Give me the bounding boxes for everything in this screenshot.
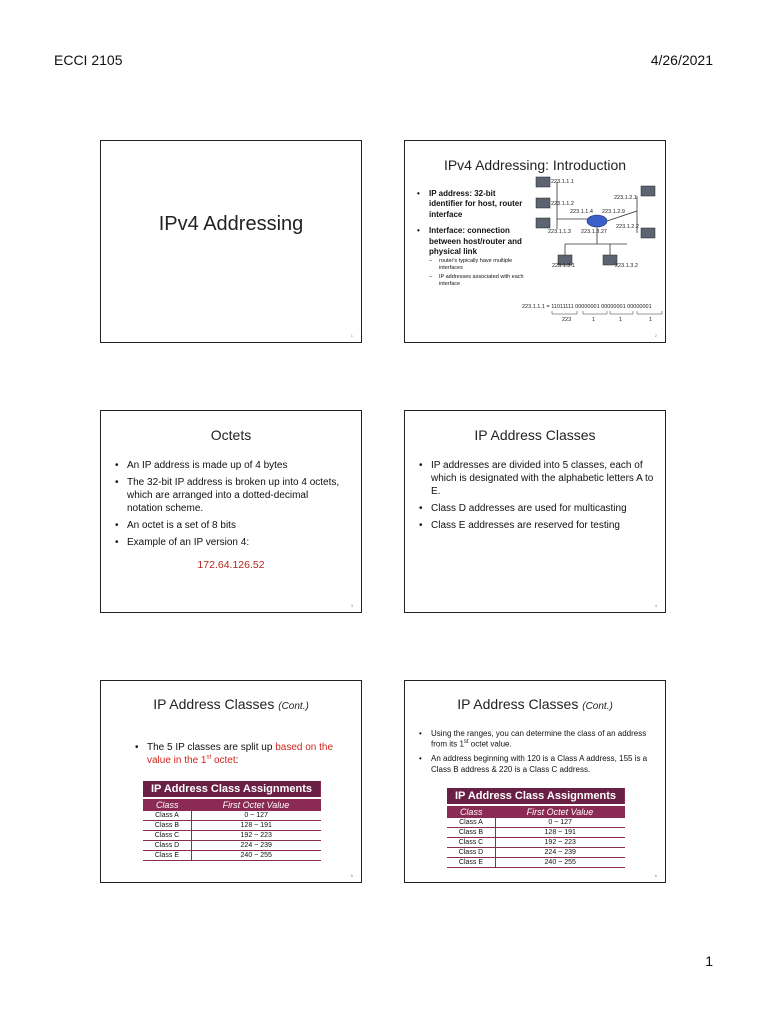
slide-number: 4 [654,603,657,608]
slide-number: 5 [350,873,353,878]
bullet-list [419,729,655,779]
table-row [447,828,625,838]
course-code: ECCI 2105 [54,52,123,68]
octet-bracket [637,311,662,314]
ip-label: 223.1.2.1 [614,195,637,201]
slide-number: 1 [350,333,353,338]
ip-label: 223.1.3.1 [552,263,575,269]
table-row [143,831,321,841]
slide-3 [100,410,362,613]
table-cell: 224 ~ 239 [191,841,320,851]
table-row [143,851,321,861]
ip-label: 223.1.1.4 [570,209,593,215]
table-cell: Class C [143,831,191,841]
table-caption: IP Address Class Assignments [447,788,625,805]
table-row [143,821,321,831]
table-cell: 192 ~ 223 [191,831,320,841]
example-ip: 172.64.126.52 [197,559,265,571]
table-cell: 240 ~ 255 [191,851,320,861]
table-row [143,811,321,821]
bullet-text: Using the ranges, you can determine the class of an address from its 1 [431,729,647,750]
host-icon [536,177,550,187]
table-row [143,841,321,851]
table-row [447,848,625,858]
slide-title [405,696,665,712]
class-assignment-table [447,788,625,868]
class-assignment-table [143,781,321,861]
slide-number: 6 [654,873,657,878]
table-cell: Class B [447,828,495,838]
slide-title-suffix: (Cont.) [278,701,309,712]
table-cell: Class D [143,841,191,851]
bullet-highlight: octet [211,755,236,766]
bullet-text: The 5 IP classes are split up [147,742,276,753]
table-cell: 0 ~ 127 [495,818,624,828]
ip-label: 223.1.1.3 [548,229,571,235]
slide-title: IP Address Classes [474,427,596,443]
column-header: First Octet Value [495,805,624,818]
binary-address: 223.1.1.1 = 11011111 00000001 00000001 00000001 [522,304,652,310]
table-cell: Class B [143,821,191,831]
slide-title [101,696,361,712]
column-header: Class [143,798,191,811]
table-cell: 192 ~ 223 [495,838,624,848]
host-icon [536,198,550,208]
bullet-text: : [235,755,239,766]
superscript: st [463,739,469,746]
host-icon [641,228,655,238]
bullet-item: • An octet is a set of 8 bits [115,519,345,532]
table-cell: Class C [447,838,495,848]
bullet-item: • IP addresses are divided into 5 classes, each of which is designated with the alphabetic letters A to E. [419,459,655,498]
bullet-item: • IP address: 32-bit identifier for host, router interface [417,189,527,220]
ip-label: 223.1.1.1 [551,179,574,185]
slide-title: IPv4 Addressing [158,213,304,235]
table-cell: 224 ~ 239 [495,848,624,858]
superscript: st [206,754,212,761]
octet-value: 1 [619,317,623,323]
slide-4 [404,410,666,613]
host-icon [641,186,655,196]
bullet-list [115,459,345,553]
table-cell: 128 ~ 191 [191,821,320,831]
bullet-item: • An address beginning with 120 is a Class A address, 155 is a Class B address & 220 is a Class C address. [419,754,655,775]
handout-date: 4/26/2021 [650,52,713,68]
octet-value: 1 [649,317,653,323]
bullet-item: • Class E addresses are reserved for testing [419,519,655,532]
bullet-item: • Example of an IP version 4: [115,536,345,549]
slide-6 [404,680,666,883]
ip-label: 223.1.2.2 [616,224,639,230]
slide-title-text: IP Address Classes [153,696,275,712]
router-icon [587,215,607,227]
ip-label: 223.1.1.2 [551,201,574,207]
bullet-item: • An IP address is made up of 4 bytes [115,459,345,472]
bullet-item: • The 32-bit IP address is broken up into 4 octets, which are arranged into a dotted-decimal notation scheme. [115,476,345,515]
table-cell: 240 ~ 255 [495,858,624,868]
bullet-list [135,741,355,771]
sub-bullet-item: – router's typically have multiple interfaces [429,258,527,272]
table-cell: Class E [143,851,191,861]
slide-title: IPv4 Addressing: Introduction [443,157,627,173]
table-cell: 128 ~ 191 [495,828,624,838]
table-cell: Class A [143,811,191,821]
slide-2 [404,140,666,343]
column-header: Class [447,805,495,818]
network-diagram [405,141,666,343]
bullet-text: octet value. [468,740,512,750]
slide-number: 3 [350,603,353,608]
octet-value: 1 [592,317,596,323]
bullet-highlight: based on the value in the 1 [147,742,334,766]
slide-title: Octets [210,427,252,443]
slide-title-suffix: (Cont.) [582,701,613,712]
sub-bullet-item: – IP addresses associated with each interface [429,274,527,288]
table-row [447,858,625,868]
ip-label: 223.1.3.27 [581,229,607,235]
table-cell: Class A [447,818,495,828]
table-row [447,838,625,848]
table-caption: IP Address Class Assignments [143,781,321,798]
ip-label: 223.1.2.9 [602,209,625,215]
octet-bracket [583,311,607,314]
column-header: First Octet Value [191,798,320,811]
bullet-item: • Class D addresses are used for multicasting [419,502,655,515]
bullet-item [419,729,655,750]
slide-5 [100,680,362,883]
page-number: 1 [705,953,713,969]
table-row [447,818,625,828]
table-cell: Class D [447,848,495,858]
slide-number: 2 [654,333,657,338]
bullet-item [135,741,355,767]
bullet-list [419,459,655,536]
slide-1 [100,140,362,343]
table-cell: Class E [447,858,495,868]
table-cell: 0 ~ 127 [191,811,320,821]
octet-value: 223 [562,317,572,323]
octet-bracket [552,311,577,314]
host-icon [536,218,550,228]
slide-title-text: IP Address Classes [457,696,579,712]
octet-bracket [610,311,633,314]
bullet-text: Interface: connection between host/router and physical link [429,226,522,256]
ip-label: 223.1.3.2 [615,263,638,269]
